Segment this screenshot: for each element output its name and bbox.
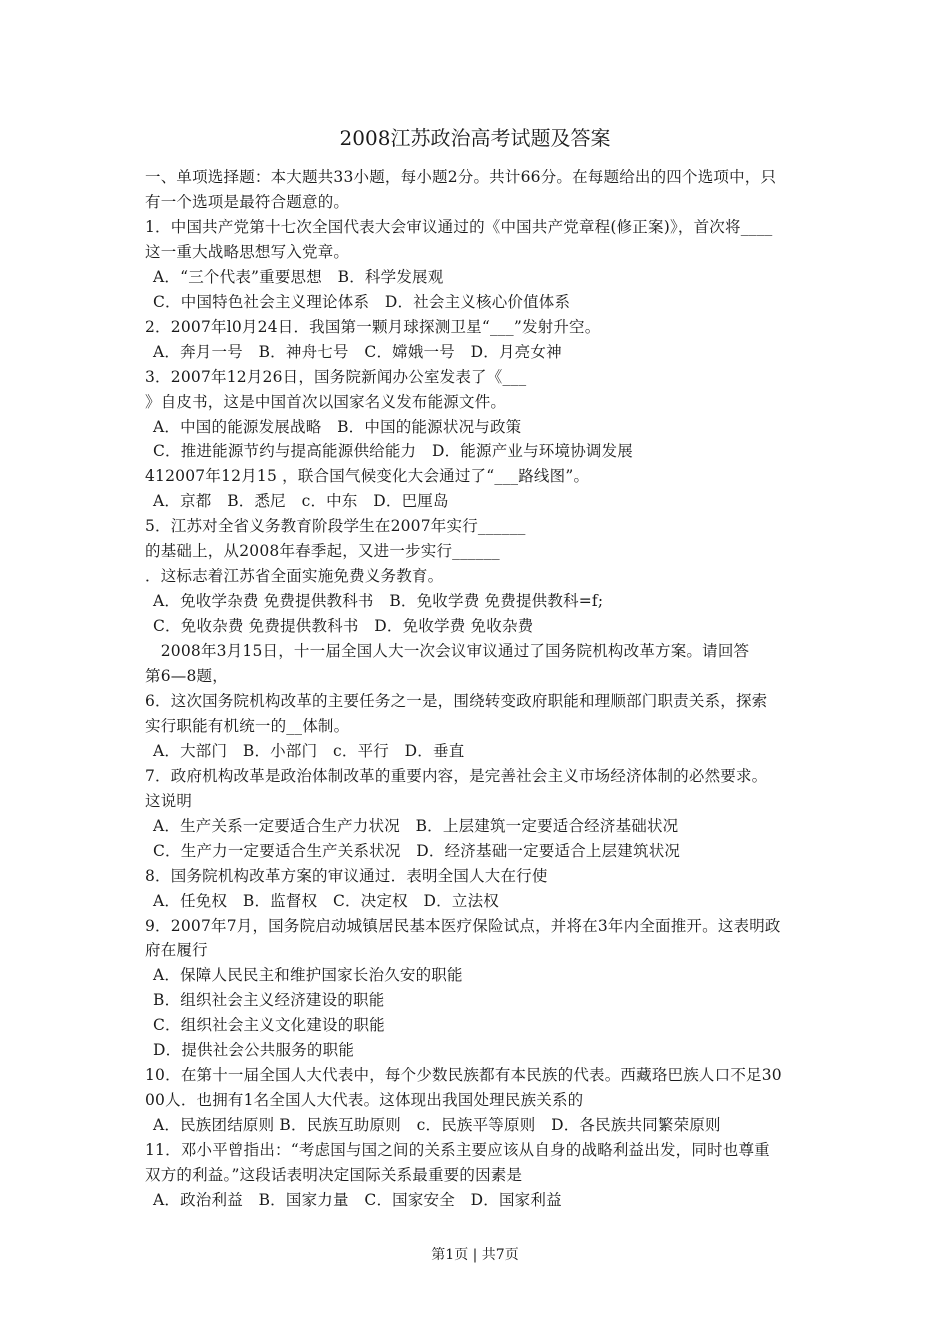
text-line: ．这标志着江苏省全面实施免费义务教育。 — [145, 567, 444, 586]
text-line: 第6—8题， — [145, 667, 228, 685]
text-line: 一、单项选择题：本大题共33小题，每小题2分。共计66分。在每题给出的四个选项中，只 — [145, 168, 777, 186]
text-line: C．免收杂费 免费提供教科书 D．免收学费 免收杂费 — [153, 617, 534, 636]
text-line: 11．邓小平曾指出：“考虑国与国之间的关系主要应该从自身的战略利益出发，同时也尊重 — [145, 1141, 770, 1159]
text-line: A．任免权 B．监督权 C．决定权 D．立法权 — [153, 891, 499, 910]
text-line: 5．江苏对全省义务教育阶段学生在2007年实行______ — [145, 517, 526, 536]
text-line: C．中国特色社会主义理论体系 D．社会主义核心价值体系 — [153, 292, 571, 311]
text-line: 这一重大战略思想写入党章。 — [145, 242, 350, 261]
text-line: A．中国的能源发展战略 B．中国的能源状况与政策 — [153, 417, 522, 436]
text-line: 10．在第十一届全国人大代表中，每个少数民族都有本民族的代表。西藏珞巴族人口不足30 — [145, 1066, 782, 1085]
text-line: 2008年3月15日，十一届全国人大一次会议审议通过了国务院机构改革方案。请回答 — [145, 642, 750, 660]
text-line: 3．2007年12月26日，国务院新闻办公室发表了《___ — [145, 367, 527, 386]
text-line: 双方的利益。”这段话表明决定国际关系最重要的因素是 — [145, 1166, 523, 1184]
text-line: 的基础上，从2008年春季起，又进一步实行______ — [145, 542, 500, 561]
text-line: C．推进能源节约与提高能源供给能力 D．能源产业与环境协调发展 — [153, 442, 633, 461]
text-line: B．组织社会主义经济建设的职能 — [153, 991, 385, 1010]
text-line: A．大部门 B．小部门 c．平行 D．垂直 — [153, 741, 465, 760]
text-line: A．免收学杂费 免费提供教科书 B．免收学费 免费提供教科=f; — [153, 592, 604, 611]
text-line: 》自皮书，这是中国首次以国家名义发布能源文件。 — [145, 392, 507, 411]
text-line: 7．政府机构改革是政治体制改革的重要内容，是完善社会主义市场经济体制的必然要求。 — [145, 766, 768, 785]
text-line: A．保障人民民主和维护国家长治久安的职能 — [153, 966, 463, 985]
text-line: 有一个选项是最符合题意的。 — [145, 192, 350, 211]
page-footer: 第1页 | 共7页 — [431, 1247, 519, 1263]
text-line: 实行职能有机统一的__体制。 — [145, 716, 350, 735]
text-line: A．生产关系一定要适合生产力状况 B．上层建筑一定要适合经济基础状况 — [153, 816, 679, 835]
text-line: D．提供社会公共服务的职能 — [153, 1041, 355, 1060]
text-line: C．组织社会主义文化建设的职能 — [153, 1016, 385, 1035]
text-line: A．京都 B．悉尼 c．中东 D．巴厘岛 — [153, 492, 449, 511]
text-line: A．奔月一号 B．神舟七号 C．嫦娥一号 D．月亮女神 — [153, 342, 562, 361]
text-line: 412007年12月15 ，联合国气候变化大会通过了“___路线图”。 — [145, 467, 590, 486]
text-line: A．“三个代表”重要思想 B．科学发展观 — [153, 267, 444, 286]
text-line: 00人．也拥有1名全国人大代表。这体现出我国处理民族关系的 — [145, 1091, 584, 1110]
text-line: 府在履行 — [145, 941, 208, 960]
text-line: C．生产力一定要适合生产关系状况 D．经济基础一定要适合上层建筑状况 — [153, 841, 681, 860]
page-title: 2008江苏政治高考试题及答案 — [339, 126, 611, 150]
text-line: 这说明 — [145, 791, 193, 810]
text-line: A．政治利益 B．国家力量 C．国家安全 D．国家利益 — [153, 1190, 562, 1209]
text-line: 9．2007年7月，国务院启动城镇居民基本医疗保险试点，并将在3年内全面推开。这表明政 — [145, 916, 781, 935]
text-line: 1．中国共产党第十七次全国代表大会审议通过的《中国共产党章程(修正案)》，首次将____ — [145, 217, 773, 236]
text-line: 6．这次国务院机构改革的主要任务之一是，围绕转变政府职能和理顺部门职责关系，探索 — [145, 691, 768, 710]
text-line: 8．国务院机构改革方案的审议通过．表明全国人大在行使 — [145, 866, 548, 885]
text-line: A．民族团结原则 B．民族互助原则 c．民族平等原则 D．各民族共同繁荣原则 — [153, 1116, 721, 1135]
text-line: 2．2007年l0月24日．我国第一颗月球探测卫星“___”发射升空。 — [145, 317, 601, 336]
